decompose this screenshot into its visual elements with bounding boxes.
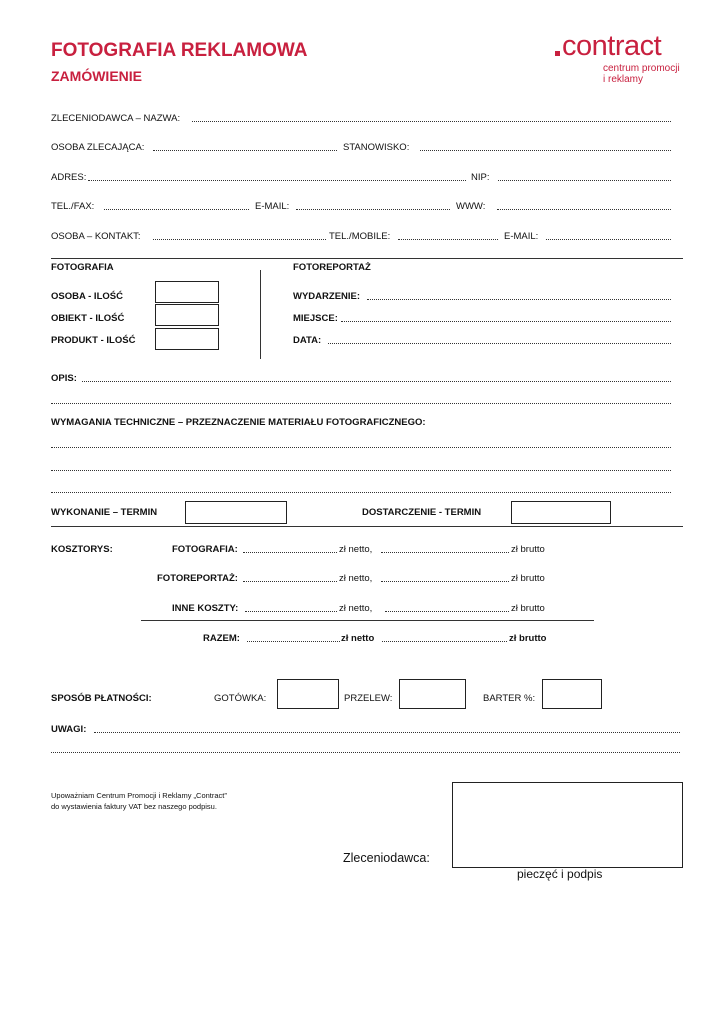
cash-input[interactable] [277, 679, 339, 709]
cash-label: GOTÓWKA: [214, 693, 267, 704]
nip-field[interactable] [498, 180, 671, 181]
payment-method-label: SPOSÓB PŁATNOŚCI: [51, 693, 152, 704]
object-count-input[interactable] [155, 304, 219, 326]
total-net-unit: zł netto [341, 633, 375, 644]
logo-dot-icon [555, 51, 560, 56]
person-count-input[interactable] [155, 281, 219, 303]
nip-label: NIP: [471, 172, 490, 183]
email2-label: E-MAIL: [504, 231, 539, 242]
cost-row-report-gross-unit: zł brutto [511, 573, 545, 584]
notes-field-2[interactable] [51, 752, 680, 753]
cost-row-photo-gross[interactable] [381, 552, 509, 553]
product-count-input[interactable] [155, 328, 219, 350]
total-net-field[interactable] [247, 641, 340, 642]
client-signature-label: Zleceniodawca: [343, 851, 430, 865]
cost-row-photo-label: FOTOGRAFIA: [172, 544, 238, 555]
event-field[interactable] [367, 299, 671, 300]
document-title: FOTOGRAFIA REKLAMOWA [51, 40, 308, 61]
www-label: WWW: [456, 201, 486, 212]
execution-date-label: WYKONANIE – TERMIN [51, 507, 158, 518]
cost-row-other-gross-unit: zł brutto [511, 603, 545, 614]
cost-row-report-net-unit: zł netto, [339, 573, 373, 584]
cost-row-other-net[interactable] [245, 611, 337, 612]
vat-authorization-line-2: do wystawienia faktury VAT bez naszego podpisu. [51, 802, 217, 811]
cost-row-report-gross[interactable] [381, 581, 509, 582]
execution-date-input[interactable] [185, 501, 287, 524]
photography-heading: FOTOGRAFIA [51, 262, 114, 273]
cost-row-other-label: INNE KOSZTY: [172, 603, 239, 614]
stamp-signature-box[interactable] [452, 782, 683, 868]
description-field-2[interactable] [51, 403, 671, 404]
mobile-field[interactable] [398, 239, 498, 240]
place-field[interactable] [341, 321, 671, 322]
section-divider-2 [51, 526, 683, 527]
photoreport-heading: FOTOREPORTAŻ [293, 262, 371, 273]
mobile-label: TEL./MOBILE: [329, 231, 391, 242]
date-label: DATA: [293, 335, 322, 346]
barter-input[interactable] [542, 679, 602, 709]
vat-authorization-line-1: Upoważniam Centrum Promocji i Reklamy „Contract” [51, 791, 227, 800]
event-label: WYDARZENIE: [293, 291, 361, 302]
transfer-label: PRZELEW: [344, 693, 393, 704]
address-label: ADRES: [51, 172, 87, 183]
costs-total-divider [141, 620, 594, 621]
object-count-label: OBIEKT - ILOŚĆ [51, 313, 125, 324]
transfer-input[interactable] [399, 679, 466, 709]
email-field[interactable] [296, 209, 450, 210]
technical-requirements-heading: WYMAGANIA TECHNICZNE – PRZEZNACZENIE MATERIAŁU FOTOGRAFICZNEGO: [51, 417, 426, 428]
barter-label: BARTER %: [483, 693, 536, 704]
notes-label: UWAGI: [51, 724, 87, 735]
cost-row-report-net[interactable] [243, 581, 337, 582]
delivery-date-label: DOSTARCZENIE - TERMIN [362, 507, 482, 518]
client-name-field[interactable] [192, 121, 671, 122]
cost-row-other-gross[interactable] [385, 611, 509, 612]
www-field[interactable] [497, 209, 671, 210]
technical-requirements-field-2[interactable] [51, 470, 671, 471]
total-label: RAZEM: [203, 633, 240, 644]
contract-logo [555, 30, 695, 90]
contact-person-field[interactable] [153, 239, 326, 240]
telfax-field[interactable] [104, 209, 249, 210]
contact-person-label: OSOBA – KONTAKT: [51, 231, 141, 242]
cost-row-other-net-unit: zł netto, [339, 603, 373, 614]
telfax-label: TEL./FAX: [51, 201, 95, 212]
product-count-label: PRODUKT - ILOŚĆ [51, 335, 136, 346]
column-divider [260, 270, 261, 359]
place-label: MIEJSCE: [293, 313, 338, 324]
person-count-label: OSOBA - ILOŚĆ [51, 291, 123, 302]
stamp-signature-caption: pieczęć i podpis [517, 867, 603, 881]
email-label: E-MAIL: [255, 201, 290, 212]
client-name-label: ZLECENIODAWCA – NAZWA: [51, 113, 181, 124]
logo-wordmark: contract [562, 30, 662, 62]
costs-label: KOSZTORYS: [51, 544, 113, 555]
description-label: OPIS: [51, 373, 77, 384]
section-divider [51, 258, 683, 259]
cost-row-photo-gross-unit: zł brutto [511, 544, 545, 555]
technical-requirements-field-3[interactable] [51, 492, 671, 493]
date-field[interactable] [328, 343, 671, 344]
cost-row-report-label: FOTOREPORTAŻ: [157, 573, 238, 584]
delivery-date-input[interactable] [511, 501, 611, 524]
document-subtitle: ZAMÓWIENIE [51, 68, 142, 84]
address-field[interactable] [88, 180, 466, 181]
description-field-1[interactable] [82, 381, 671, 382]
cost-row-photo-net[interactable] [243, 552, 337, 553]
position-label: STANOWISKO: [343, 142, 410, 153]
ordering-person-label: OSOBA ZLECAJĄCA: [51, 142, 145, 153]
technical-requirements-field-1[interactable] [51, 447, 671, 448]
logo-tagline-1: centrum promocji [603, 63, 680, 74]
cost-row-photo-net-unit: zł netto, [339, 544, 373, 555]
ordering-person-field[interactable] [153, 150, 337, 151]
total-gross-unit: zł brutto [509, 633, 547, 644]
total-gross-field[interactable] [382, 641, 507, 642]
email2-field[interactable] [546, 239, 671, 240]
notes-field-1[interactable] [94, 732, 680, 733]
logo-tagline-2: i reklamy [603, 74, 644, 85]
position-field[interactable] [420, 150, 671, 151]
